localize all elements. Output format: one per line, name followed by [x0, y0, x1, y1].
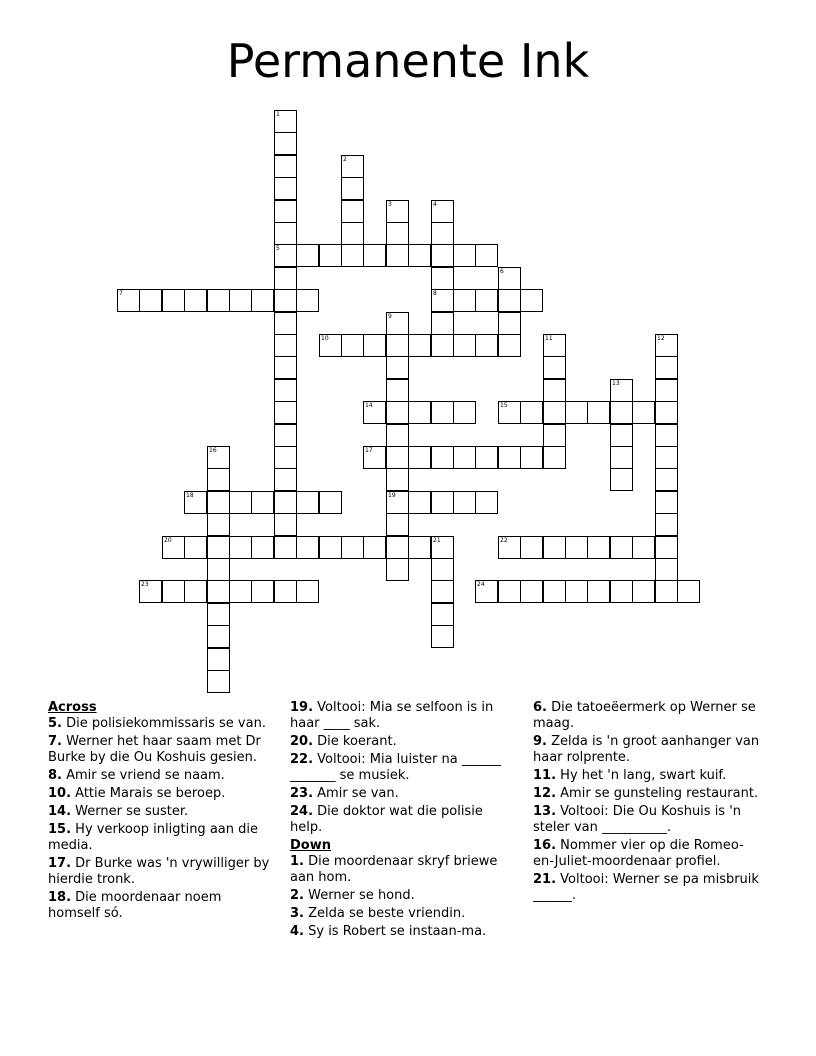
- clue-item-number: 23.: [290, 786, 314, 801]
- clue-number: 13: [612, 380, 620, 387]
- grid-cell[interactable]: [543, 401, 566, 424]
- clue-number: 3: [388, 201, 392, 208]
- grid-cell[interactable]: [207, 648, 230, 671]
- grid-cell[interactable]: [363, 244, 386, 267]
- grid-cell[interactable]: [610, 379, 633, 402]
- grid-cell[interactable]: [632, 536, 655, 559]
- grid-cell[interactable]: [453, 401, 476, 424]
- grid-cell[interactable]: [543, 334, 566, 357]
- grid-cell[interactable]: [207, 289, 230, 312]
- grid-cell[interactable]: [475, 334, 498, 357]
- grid-cell[interactable]: [498, 334, 521, 357]
- grid-cell[interactable]: [184, 491, 207, 514]
- clue-item: [290, 786, 518, 802]
- grid-cell[interactable]: [655, 558, 678, 581]
- clue-item-number: 5.: [48, 716, 62, 731]
- grid-cell[interactable]: [655, 580, 678, 603]
- grid-cell[interactable]: [363, 401, 386, 424]
- clue-number: 5: [276, 245, 280, 252]
- grid-cell[interactable]: [498, 267, 521, 290]
- grid-cell[interactable]: [274, 356, 297, 379]
- clue-item-text: Amir se vriend se naam.: [61, 768, 225, 783]
- grid-cell[interactable]: [207, 558, 230, 581]
- down-heading: Down: [290, 838, 331, 853]
- grid-cell[interactable]: [386, 401, 409, 424]
- grid-cell[interactable]: [431, 401, 454, 424]
- grid-cell[interactable]: [319, 491, 342, 514]
- grid-cell[interactable]: [386, 468, 409, 491]
- grid-cell[interactable]: [543, 446, 566, 469]
- grid-cell[interactable]: [475, 491, 498, 514]
- grid-cell[interactable]: [274, 468, 297, 491]
- clue-item-text: Die moordenaar noem homself só.: [48, 890, 222, 921]
- clue-item: [533, 786, 765, 802]
- clue-item-text: Attie Marais se beroep.: [71, 786, 226, 801]
- grid-cell[interactable]: [296, 580, 319, 603]
- clue-item-text: Die koerant.: [313, 734, 397, 749]
- grid-cell[interactable]: [319, 244, 342, 267]
- grid-cell[interactable]: [587, 580, 610, 603]
- grid-cell[interactable]: [520, 289, 543, 312]
- clue-item: [48, 734, 276, 766]
- grid-cell[interactable]: [386, 356, 409, 379]
- grid-cell[interactable]: [207, 536, 230, 559]
- clue-number: 17: [365, 447, 373, 454]
- grid-cell[interactable]: [408, 446, 431, 469]
- grid-cell[interactable]: [341, 155, 364, 178]
- grid-cell[interactable]: [207, 580, 230, 603]
- grid-cell[interactable]: [162, 536, 185, 559]
- grid-cell[interactable]: [274, 200, 297, 223]
- grid-cell[interactable]: [520, 536, 543, 559]
- grid-cell[interactable]: [520, 580, 543, 603]
- clue-item-text: Voltooi: Die Ou Koshuis is 'n steler van __________.: [533, 804, 742, 835]
- grid-cell[interactable]: [610, 468, 633, 491]
- clue-item-text: Dr Burke was 'n vrywilliger by hierdie tronk.: [48, 856, 270, 887]
- grid-cell[interactable]: [475, 580, 498, 603]
- clue-item: [290, 700, 518, 732]
- grid-cell[interactable]: [655, 513, 678, 536]
- clue-item-text: Die moordenaar skryf briewe aan hom.: [290, 854, 498, 885]
- grid-cell[interactable]: [386, 536, 409, 559]
- grid-cell[interactable]: [207, 670, 230, 693]
- grid-cell[interactable]: [341, 177, 364, 200]
- clue-number: 14: [365, 402, 373, 409]
- clue-item-number: 12.: [533, 786, 557, 801]
- grid-cell[interactable]: [207, 491, 230, 514]
- clue-number: 8: [433, 290, 437, 297]
- grid-cell[interactable]: [520, 401, 543, 424]
- clue-item: [290, 752, 518, 784]
- grid-cell[interactable]: [655, 379, 678, 402]
- grid-cell[interactable]: [677, 580, 700, 603]
- grid-cell[interactable]: [610, 446, 633, 469]
- clue-item-text: Die tatoeëermerk op Werner se maag.: [533, 700, 756, 731]
- clue-item-number: 6.: [533, 700, 547, 715]
- grid-cell[interactable]: [274, 244, 297, 267]
- clue-item-text: Hy verkoop inligting aan die media.: [48, 822, 258, 853]
- grid-cell[interactable]: [655, 401, 678, 424]
- grid-cell[interactable]: [498, 289, 521, 312]
- grid-cell[interactable]: [274, 334, 297, 357]
- clue-item-text: Sy is Robert se instaan-ma.: [303, 924, 487, 939]
- page-title: Permanente Ink: [226, 34, 590, 88]
- grid-cell[interactable]: [251, 580, 274, 603]
- clue-item-text: Voltooi: Werner se pa misbruik ______.: [533, 872, 759, 903]
- clue-item: [48, 786, 276, 802]
- grid-cell[interactable]: [408, 334, 431, 357]
- grid-cell[interactable]: [296, 491, 319, 514]
- clue-number: 1: [276, 111, 280, 118]
- clue-item-number: 15.: [48, 822, 72, 837]
- grid-cell[interactable]: [296, 289, 319, 312]
- clue-item: [533, 804, 765, 836]
- grid-cell[interactable]: [341, 244, 364, 267]
- grid-cell[interactable]: [431, 289, 454, 312]
- grid-cell[interactable]: [274, 446, 297, 469]
- clue-item-number: 8.: [48, 768, 62, 783]
- clue-item-text: Werner se suster.: [71, 804, 189, 819]
- grid-cell[interactable]: [274, 312, 297, 335]
- clue-item: [48, 890, 276, 922]
- grid-cell[interactable]: [565, 401, 588, 424]
- grid-cell[interactable]: [386, 222, 409, 245]
- grid-cell[interactable]: [363, 536, 386, 559]
- grid-cell[interactable]: [543, 356, 566, 379]
- clue-item-number: 2.: [290, 888, 304, 903]
- grid-cell[interactable]: [431, 200, 454, 223]
- grid-cell[interactable]: [453, 491, 476, 514]
- grid-cell[interactable]: [341, 536, 364, 559]
- grid-cell[interactable]: [632, 401, 655, 424]
- clue-number: 18: [186, 492, 194, 499]
- grid-cell[interactable]: [319, 334, 342, 357]
- clue-item-text: Die doktor wat die polisie help.: [290, 804, 483, 835]
- grid-cell[interactable]: [655, 468, 678, 491]
- clue-item: [48, 804, 276, 820]
- grid-cell[interactable]: [453, 244, 476, 267]
- clue-item-number: 10.: [48, 786, 72, 801]
- grid-cell[interactable]: [341, 200, 364, 223]
- grid-cell[interactable]: [498, 401, 521, 424]
- grid-cell[interactable]: [543, 379, 566, 402]
- clue-item-text: Nommer vier op die Romeo-en-Juliet-moordenaar profiel.: [533, 838, 744, 869]
- grid-cell[interactable]: [655, 491, 678, 514]
- grid-cell[interactable]: [386, 379, 409, 402]
- grid-cell[interactable]: [139, 289, 162, 312]
- clue-item-number: 1.: [290, 854, 304, 869]
- clue-number: 16: [209, 447, 217, 454]
- grid-cell[interactable]: [655, 446, 678, 469]
- clue-item-number: 16.: [533, 838, 557, 853]
- grid-cell[interactable]: [274, 491, 297, 514]
- clue-item-text: Werner het haar saam met Dr Burke by die Ou Koshuis gesien.: [48, 734, 261, 765]
- grid-cell[interactable]: [184, 580, 207, 603]
- grid-cell[interactable]: [386, 446, 409, 469]
- grid-cell[interactable]: [610, 536, 633, 559]
- grid-cell[interactable]: [543, 580, 566, 603]
- grid-cell[interactable]: [431, 603, 454, 626]
- clue-number: 24: [477, 581, 485, 588]
- grid-cell[interactable]: [274, 177, 297, 200]
- grid-cell[interactable]: [475, 446, 498, 469]
- grid-cell[interactable]: [139, 580, 162, 603]
- grid-cell[interactable]: [565, 536, 588, 559]
- grid-cell[interactable]: [296, 536, 319, 559]
- grid-cell[interactable]: [251, 491, 274, 514]
- grid-cell[interactable]: [229, 580, 252, 603]
- grid-cell[interactable]: [274, 110, 297, 133]
- grid-cell[interactable]: [431, 558, 454, 581]
- grid-cell[interactable]: [632, 580, 655, 603]
- clue-item-text: Voltooi: Mia luister na ______ _______ se musiek.: [290, 752, 501, 783]
- clue-item-number: 4.: [290, 924, 304, 939]
- clue-item-number: 7.: [48, 734, 62, 749]
- grid-cell[interactable]: [117, 289, 140, 312]
- clue-number: 7: [119, 290, 123, 297]
- grid-cell[interactable]: [162, 289, 185, 312]
- grid-cell[interactable]: [251, 289, 274, 312]
- clue-item: [533, 768, 765, 784]
- grid-cell[interactable]: [274, 267, 297, 290]
- clue-item-text: Zelda se beste vriendin.: [303, 906, 466, 921]
- grid-cell[interactable]: [319, 536, 342, 559]
- grid-cell[interactable]: [587, 536, 610, 559]
- clue-item-number: 9.: [533, 734, 547, 749]
- clue-item: [290, 906, 518, 922]
- clues-column-3: [533, 700, 765, 906]
- grid-cell[interactable]: [207, 603, 230, 626]
- grid-cell[interactable]: [386, 491, 409, 514]
- across-heading: Across: [48, 700, 97, 715]
- clue-item-text: Werner se hond.: [303, 888, 415, 903]
- clue-item: [533, 872, 765, 904]
- grid-cell[interactable]: [408, 244, 431, 267]
- grid-cell[interactable]: [386, 312, 409, 335]
- clue-item-text: Voltooi: Mia se selfoon is in haar ____ sak.: [290, 700, 494, 731]
- clue-number: 21: [433, 537, 441, 544]
- grid-cell[interactable]: [475, 244, 498, 267]
- grid-cell[interactable]: [274, 424, 297, 447]
- grid-cell[interactable]: [431, 491, 454, 514]
- grid-cell[interactable]: [184, 536, 207, 559]
- grid-cell[interactable]: [296, 244, 319, 267]
- clue-item: [48, 822, 276, 854]
- clue-number: 12: [657, 335, 665, 342]
- grid-cell[interactable]: [431, 625, 454, 648]
- clue-number: 15: [500, 402, 508, 409]
- clue-item: [290, 804, 518, 836]
- grid-cell[interactable]: [274, 222, 297, 245]
- clue-item: [533, 838, 765, 870]
- grid-cell[interactable]: [207, 625, 230, 648]
- clue-item-number: 24.: [290, 804, 314, 819]
- grid-cell[interactable]: [431, 334, 454, 357]
- clue-item-number: 22.: [290, 752, 314, 767]
- grid-cell[interactable]: [655, 356, 678, 379]
- clue-item-number: 20.: [290, 734, 314, 749]
- grid-cell[interactable]: [431, 312, 454, 335]
- grid-cell[interactable]: [565, 580, 588, 603]
- clue-item: [290, 924, 518, 940]
- grid-cell[interactable]: [610, 424, 633, 447]
- grid-cell[interactable]: [498, 312, 521, 335]
- clue-item-number: 14.: [48, 804, 72, 819]
- grid-cell[interactable]: [386, 334, 409, 357]
- grid-cell[interactable]: [341, 334, 364, 357]
- clue-item: [290, 854, 518, 886]
- grid-cell[interactable]: [408, 491, 431, 514]
- grid-cell[interactable]: [207, 468, 230, 491]
- clue-number: 2: [343, 156, 347, 163]
- down-clue-list-continued: [533, 700, 765, 904]
- grid-cell[interactable]: [408, 401, 431, 424]
- grid-cell[interactable]: [453, 446, 476, 469]
- down-clue-list: [290, 854, 518, 940]
- grid-cell[interactable]: [229, 289, 252, 312]
- clues-column-2: [290, 700, 518, 942]
- clue-item: [290, 888, 518, 904]
- grid-cell[interactable]: [274, 155, 297, 178]
- clue-item-number: 19.: [290, 700, 314, 715]
- grid-cell[interactable]: [431, 222, 454, 245]
- grid-cell[interactable]: [251, 536, 274, 559]
- clue-item-number: 21.: [533, 872, 557, 887]
- clues-column-1: [48, 700, 276, 924]
- clue-item-number: 3.: [290, 906, 304, 921]
- clue-item: [533, 734, 765, 766]
- clue-item: [533, 700, 765, 732]
- grid-cell[interactable]: [498, 446, 521, 469]
- clue-number: 22: [500, 537, 508, 544]
- grid-cell[interactable]: [543, 536, 566, 559]
- clue-item-text: Amir se gunsteling restaurant.: [556, 786, 759, 801]
- grid-cell[interactable]: [229, 536, 252, 559]
- grid-cell[interactable]: [386, 513, 409, 536]
- grid-cell[interactable]: [655, 424, 678, 447]
- clue-item-number: 11.: [533, 768, 557, 783]
- clue-item: [48, 856, 276, 888]
- grid-cell[interactable]: [431, 446, 454, 469]
- clue-item-number: 18.: [48, 890, 72, 905]
- grid-cell[interactable]: [341, 222, 364, 245]
- grid-cell[interactable]: [184, 289, 207, 312]
- clue-number: 20: [164, 537, 172, 544]
- grid-cell[interactable]: [274, 580, 297, 603]
- clue-number: 10: [321, 335, 329, 342]
- clue-item: [48, 716, 276, 732]
- grid-cell[interactable]: [162, 580, 185, 603]
- across-clue-list-continued: [290, 700, 518, 836]
- across-clue-list: [48, 716, 276, 922]
- grid-cell[interactable]: [610, 580, 633, 603]
- grid-cell[interactable]: [386, 424, 409, 447]
- grid-cell[interactable]: [274, 401, 297, 424]
- grid-cell[interactable]: [274, 536, 297, 559]
- grid-cell[interactable]: [655, 334, 678, 357]
- grid-cell[interactable]: [274, 289, 297, 312]
- grid-cell[interactable]: [498, 580, 521, 603]
- clue-item-number: 13.: [533, 804, 557, 819]
- clue-number: 9: [388, 313, 392, 320]
- grid-cell[interactable]: [431, 267, 454, 290]
- grid-cell[interactable]: [475, 289, 498, 312]
- grid-cell[interactable]: [229, 491, 252, 514]
- grid-cell[interactable]: [386, 200, 409, 223]
- grid-cell[interactable]: [543, 424, 566, 447]
- grid-cell[interactable]: [274, 513, 297, 536]
- grid-cell[interactable]: [363, 446, 386, 469]
- grid-cell[interactable]: [431, 580, 454, 603]
- clue-number: 19: [388, 492, 396, 499]
- grid-cell[interactable]: [431, 536, 454, 559]
- grid-cell[interactable]: [655, 536, 678, 559]
- grid-cell[interactable]: [498, 536, 521, 559]
- grid-cell[interactable]: [610, 401, 633, 424]
- clue-item-number: 17.: [48, 856, 72, 871]
- clue-number: 23: [141, 581, 149, 588]
- grid-cell[interactable]: [363, 334, 386, 357]
- clue-item: [48, 768, 276, 784]
- grid-cell[interactable]: [386, 244, 409, 267]
- grid-cell[interactable]: [274, 379, 297, 402]
- grid-cell[interactable]: [408, 536, 431, 559]
- grid-cell[interactable]: [520, 446, 543, 469]
- grid-cell[interactable]: [207, 446, 230, 469]
- clue-number: 6: [500, 268, 504, 275]
- grid-cell[interactable]: [274, 132, 297, 155]
- grid-cell[interactable]: [453, 289, 476, 312]
- clue-number: 4: [433, 201, 437, 208]
- clue-item-text: Zelda is 'n groot aanhanger van haar rolprente.: [533, 734, 760, 765]
- grid-cell[interactable]: [587, 401, 610, 424]
- clue-item: [290, 734, 518, 750]
- clue-number: 11: [545, 335, 553, 342]
- clue-item-text: Die polisiekommissaris se van.: [61, 716, 266, 731]
- clue-item-text: Hy het 'n lang, swart kuif.: [556, 768, 727, 783]
- grid-cell[interactable]: [431, 244, 454, 267]
- clue-item-text: Amir se van.: [313, 786, 399, 801]
- grid-cell[interactable]: [207, 513, 230, 536]
- grid-cell[interactable]: [453, 334, 476, 357]
- grid-cell[interactable]: [386, 558, 409, 581]
